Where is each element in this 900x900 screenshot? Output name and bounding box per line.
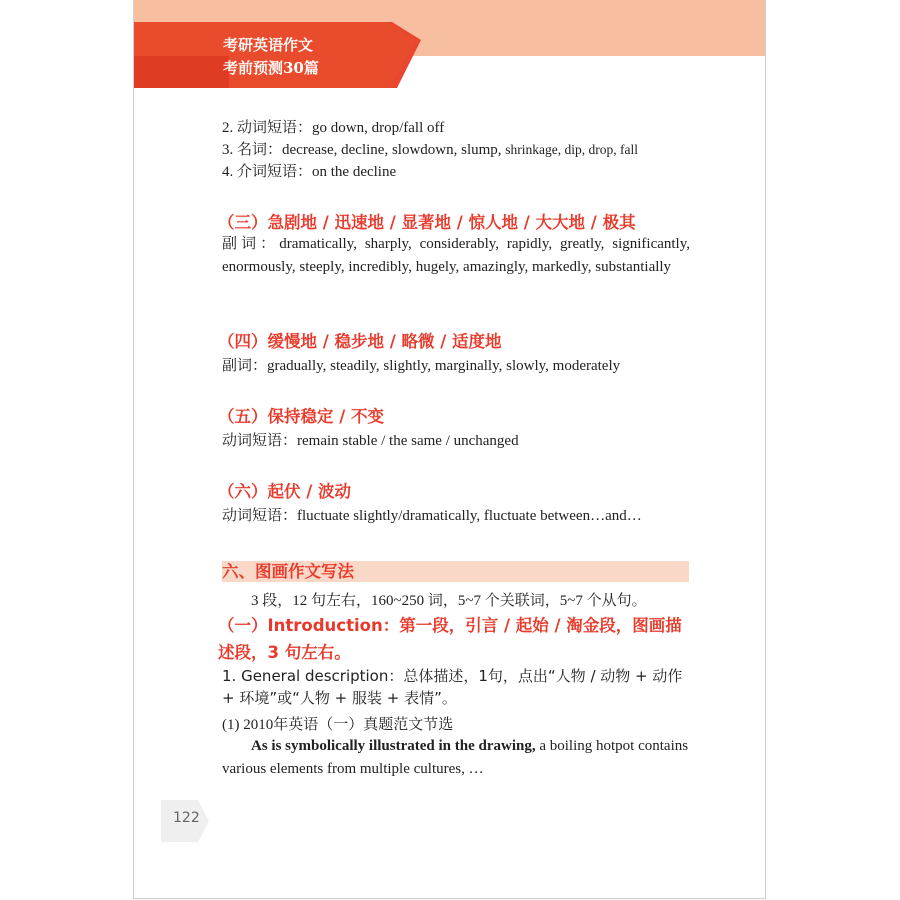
sec6-heading: （六）起伏 / 波动 — [218, 482, 352, 501]
sec4-heading: （四）缓慢地 / 稳步地 / 略微 / 适度地 — [218, 332, 502, 351]
example-rest1: a boiling hotpot contains — [535, 738, 689, 754]
intro-heading: （一）Introduction：第一段，引言 / 起始 / 淘金段，图画描述段，3 句左右。 — [218, 616, 682, 662]
sec3-text: 副词：dramatically, sharply, considerably, rapidly, greatly, significantly, enormously, steeply, incredibly, hugely, amazingly, markedly, substantially — [222, 236, 690, 275]
book-page — [133, 0, 766, 899]
sec5-heading: （五）保持稳定 / 不变 — [218, 407, 385, 426]
header-title — [223, 34, 319, 80]
section-summary: 3 段，12 句左右，160~250 词，5~7 个关联词，5~7 个从句。 — [251, 593, 647, 609]
sec4-text: 副词：gradually, steadily, slightly, marginally, slowly, moderately — [222, 358, 621, 374]
header-tag-shadow — [134, 56, 229, 88]
header-title-line1: 考研英语作文 — [223, 36, 314, 54]
example-title: (1) 2010年英语（一）真题范文节选 — [222, 717, 454, 733]
header-title-line2: 考前预测30篇 — [223, 59, 319, 77]
noun-line — [222, 138, 638, 159]
preposition-line: 4. 介词短语：on the decline — [222, 164, 397, 180]
noun-line-small: shrinkage, dip, drop, fall — [505, 142, 639, 157]
example-line1 — [251, 738, 688, 755]
page-number: 122 — [173, 810, 200, 826]
section-title: 六、图画作文写法 — [222, 562, 354, 581]
verb-phrase-line: 2. 动词短语：go down, drop/fall off — [222, 120, 445, 136]
sec5-text: 动词短语：remain stable / the same / unchanged — [222, 433, 519, 449]
sec3-heading: （三）急剧地 / 迅速地 / 显著地 / 惊人地 / 大大地 / 极其 — [218, 213, 636, 232]
example-bold: As is symbolically illustrated in the drawing, — [251, 738, 536, 754]
noun-line-main: decrease, decline, slowdown, slump, — [282, 142, 506, 158]
noun-line-prefix: 3. 名词： — [222, 142, 283, 158]
general-description: 1. General description：总体描述，1句，点出“人物 / 动物 + 动作 + 环境”或“人物 + 服装 + 表情”。 — [222, 667, 683, 707]
sec6-text: 动词短语：fluctuate slightly/dramatically, fluctuate between…and… — [222, 508, 642, 524]
example-line2: various elements from multiple cultures, … — [222, 761, 484, 777]
